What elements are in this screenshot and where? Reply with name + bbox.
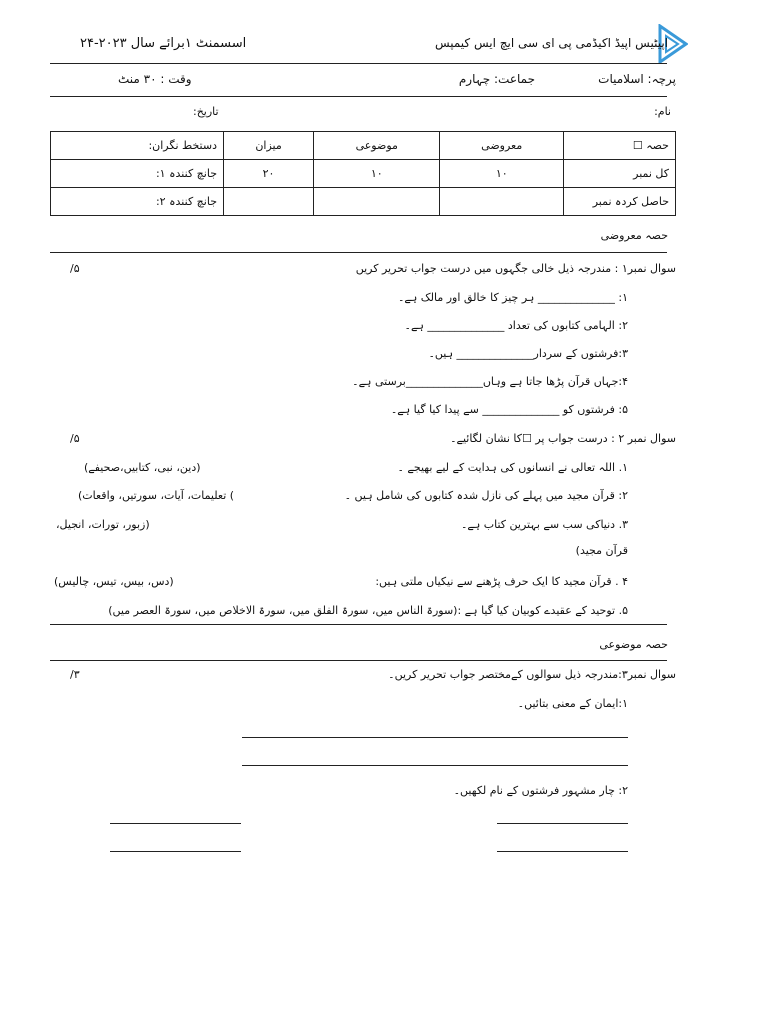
list-item-options: (دس، بیس، تیس، چالیس) — [54, 575, 174, 588]
table-cell: ۲۰ — [224, 160, 314, 188]
list-item: ۱: ______________ ہر چیز کا خالق اور مالک ہے۔ — [397, 291, 628, 304]
answer-line[interactable] — [242, 765, 628, 766]
table-cell: ۱۰ — [440, 160, 564, 188]
table-cell: میزان — [224, 132, 314, 160]
question-3-prompt: سوال نمبر۳:مندرجہ ذیل سوالوں کےمختصر جواب تحریر کریں۔ — [388, 668, 676, 681]
table-row — [51, 160, 676, 188]
table-row — [51, 132, 676, 160]
divider — [50, 660, 667, 661]
divider — [50, 96, 667, 97]
question-2-marks: /۵ — [70, 432, 80, 445]
list-item: ۳:فرشتوں کے سردار______________ ہیں۔ — [428, 347, 628, 360]
question-1-marks: /۵ — [70, 262, 80, 275]
table-cell: جانچ کنندہ ۲: — [51, 188, 224, 216]
question-3-marks: /۳ — [70, 668, 80, 681]
divider — [50, 63, 667, 64]
list-item: ۲: الہامی کتابوں کی تعداد ______________ ہے۔ — [404, 319, 628, 332]
section-title-objective: حصہ معروضی — [600, 229, 668, 242]
list-item-options: ) تعلیمات، آیات، سورتیں، واقعات) — [78, 489, 235, 502]
assessment-title: اسسمنٹ ۱برائے سال ۲۰۲۳-۲۴ — [80, 36, 247, 51]
table-cell: کل نمبر — [564, 160, 676, 188]
list-item: ۱:ایمان کے معنی بتائیں۔ — [517, 697, 628, 710]
answer-line[interactable] — [242, 737, 628, 738]
list-item: ۴:جہاں قرآن پڑھا جاتا ہے وہاں______________برستی ہے۔ — [352, 375, 628, 388]
table-row — [51, 188, 676, 216]
answer-line[interactable] — [497, 823, 628, 824]
table-cell — [314, 188, 440, 216]
table-cell: معروضی — [440, 132, 564, 160]
list-item: ۵: فرشتوں کو ______________ سے پیدا کیا گیا ہے۔ — [390, 403, 628, 416]
list-item: ۳. دنیاکی سب سے بہترین کتاب ہے۔ — [460, 518, 628, 531]
table-cell: دستخط نگران: — [51, 132, 224, 160]
paper-subject: پرچہ: اسلامیات — [598, 72, 676, 86]
list-item: ۴ . قرآن مجید کا ایک حرف پڑھنے سے نیکیاں ملتی ہیں: — [375, 575, 628, 588]
list-item-options: (زبور، تورات، انجیل، — [56, 518, 150, 531]
table-cell — [224, 188, 314, 216]
table-cell — [440, 188, 564, 216]
list-item: ۲: قرآن مجید میں پہلے کی نازل شدہ کتابوں کی شامل ہیں ۔ — [344, 489, 628, 502]
list-item-options: (دین، نبی، کتابیں،صحیفے) — [84, 461, 201, 474]
school-name: اپیٹیس اپیڈ اکیڈمی پی ای سی ایچ ایس کیمپس — [434, 36, 668, 50]
table-cell: حاصل کردہ نمبر — [564, 188, 676, 216]
divider — [50, 252, 667, 253]
question-1-prompt: سوال نمبر۱ : مندرجہ ذیل خالی جگہوں میں درست جواب تحریر کریں — [355, 262, 676, 275]
divider — [50, 624, 667, 625]
table-cell: موضوعی — [314, 132, 440, 160]
question-2-prompt: سوال نمبر ۲ : درست جواب پر ☐کا نشان لگائیے۔ — [450, 432, 676, 445]
date-label: تاریخ: — [193, 105, 219, 118]
answer-line[interactable] — [110, 823, 241, 824]
list-item: ۲: چار مشہور فرشتوں کے نام لکھیں۔ — [453, 784, 628, 797]
list-item: ۱. اللہ تعالی نے انسانوں کی ہدایت کے لیے بھیجے ۔ — [397, 461, 628, 474]
table-cell: حصہ ☐ — [564, 132, 676, 160]
name-label: نام: — [654, 105, 671, 118]
table-cell: ۱۰ — [314, 160, 440, 188]
time-limit: وقت : ۳۰ منٹ — [118, 72, 192, 86]
list-item: ۵. توحید کے عقیدے کوبیان کیا گیا ہے :(سورۃ الناس میں، سورۃ الفلق میں، سورۃ الاخلاص میں، سورۃ العصر میں) — [108, 604, 628, 617]
section-title-subjective: حصہ موضوعی — [599, 638, 668, 651]
marks-table — [50, 131, 676, 216]
answer-line[interactable] — [110, 851, 241, 852]
table-cell: جانچ کنندہ ۱: — [51, 160, 224, 188]
grade: جماعت: چہارم — [458, 72, 535, 86]
list-item: قرآن مجید) — [575, 544, 628, 557]
answer-line[interactable] — [497, 851, 628, 852]
